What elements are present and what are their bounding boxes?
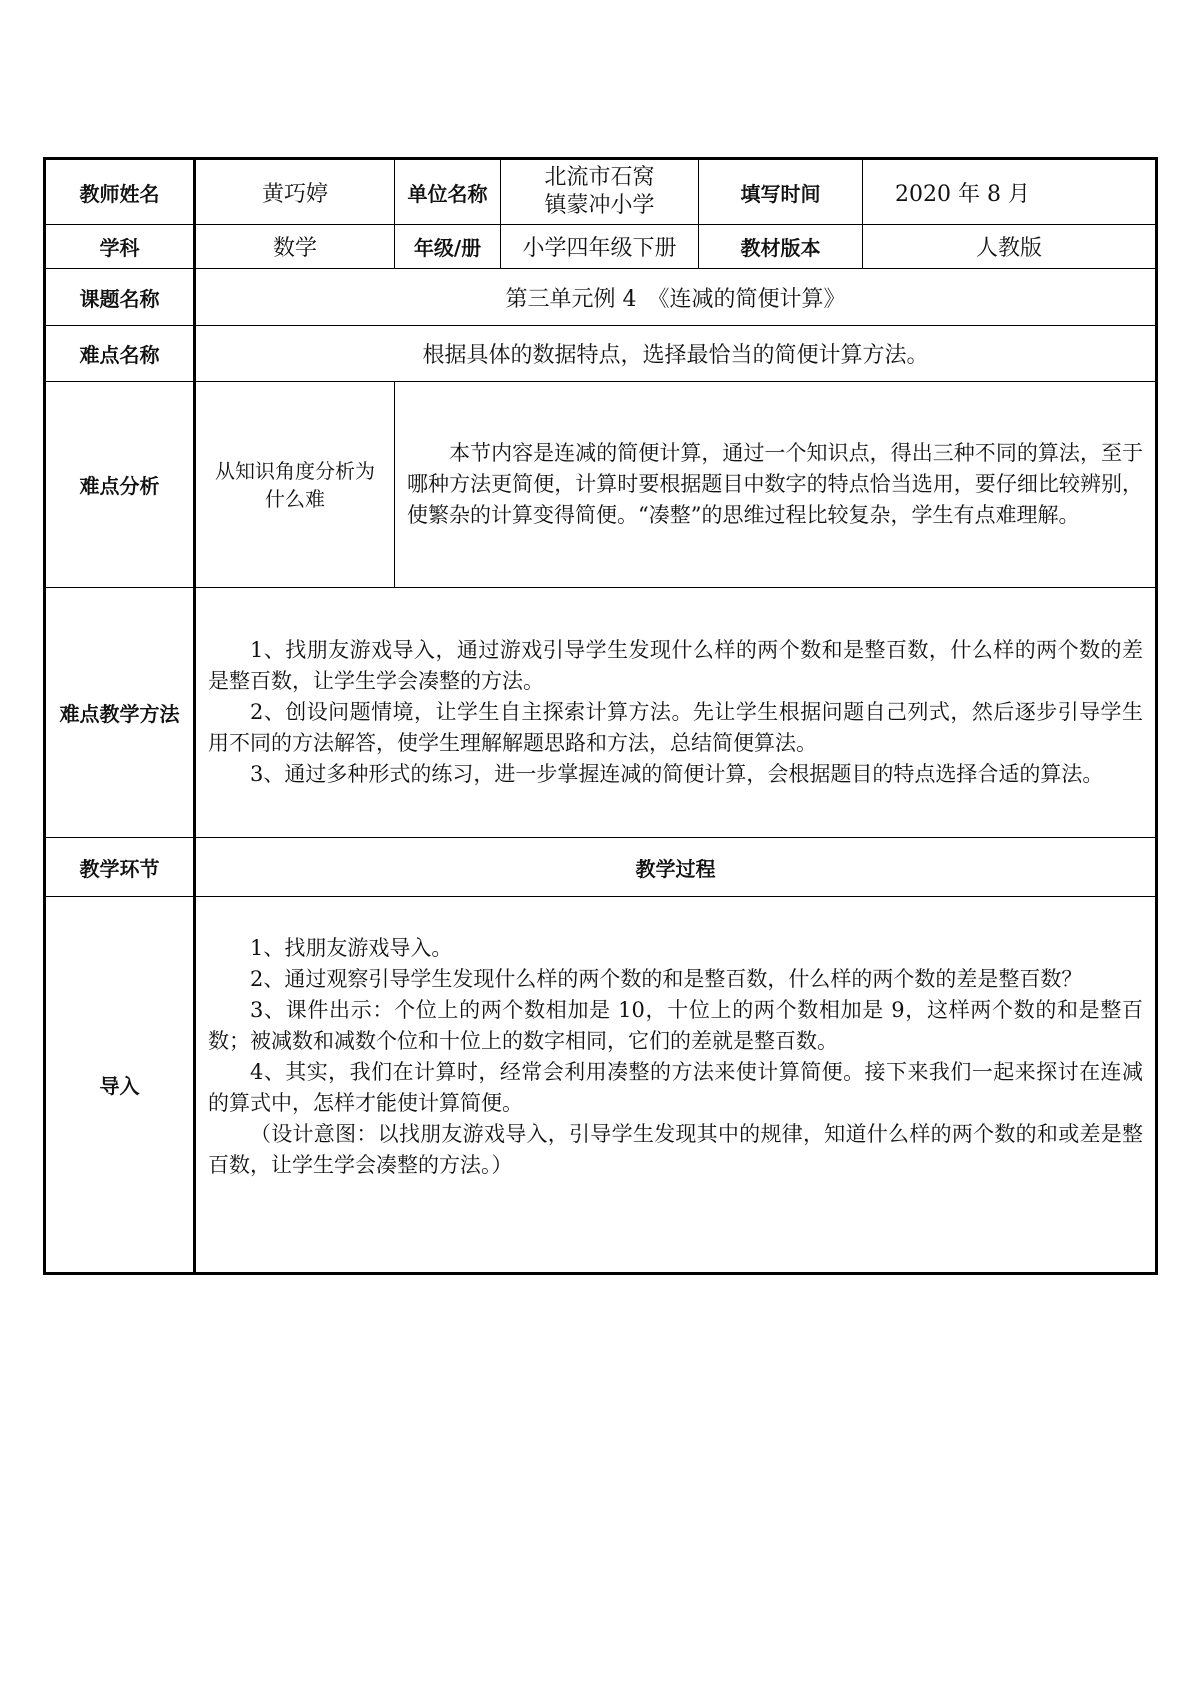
intro-item: 4、其实，我们在计算时，经常会利用凑整的方法来使计算简便。接下来我们一起来探讨在连减的算式中，怎样才能使计算简便。	[208, 1060, 1144, 1115]
subject-value: 数学	[195, 225, 395, 269]
grade-label: 年级/册	[395, 225, 501, 269]
process-header-row	[45, 838, 1157, 897]
topic-label: 课题名称	[45, 269, 195, 326]
method-item: 1、找朋友游戏导入，通过游戏引导学生发现什么样的两个数和是整百数，什么样的两个数的差是整百数，让学生学会凑整的方法。	[208, 638, 1144, 693]
analysis-row	[45, 382, 1157, 588]
subject-row	[45, 225, 1157, 269]
edition-value: 人教版	[863, 225, 1157, 269]
process-label: 教学过程	[195, 838, 1157, 897]
methods-label: 难点教学方法	[45, 588, 195, 838]
intro-item: 2、通过观察引导学生发现什么样的两个数的和是整百数，什么样的两个数的差是整百数？	[250, 967, 1083, 991]
topic-row	[45, 269, 1157, 326]
analysis-text-cell	[395, 382, 1157, 588]
method-item: 2、创设问题情境，让学生自主探索计算方法。先让学生根据问题自己列式，然后逐步引导学生用不同的方法解答，使学生理解解题思路和方法，总结简便算法。	[208, 700, 1144, 755]
methods-row	[45, 588, 1157, 838]
date-label: 填写时间	[699, 159, 863, 225]
teacher-label: 教师姓名	[45, 159, 195, 225]
difficulty-value: 根据具体的数据特点，选择最恰当的简便计算方法。	[195, 326, 1157, 382]
unit-label: 单位名称	[395, 159, 501, 225]
topic-value: 第三单元例 4 《连减的简便计算》	[195, 269, 1157, 326]
analysis-label: 难点分析	[45, 382, 195, 588]
unit-value-line2: 镇蒙冲小学	[544, 193, 655, 218]
analysis-text: 本节内容是连减的简便计算，通过一个知识点，得出三种不同的算法，至于哪种方法更简便，计算时要根据题目中数字的特点恰当选用，要仔细比较辨别，使繁杂的计算变得简便。“凑整”的思维过程比较复杂，学生有点难理解。	[407, 441, 1144, 527]
intro-item: 3、课件出示：个位上的两个数相加是 10，十位上的两个数相加是 9，这样两个数的和是整百数；被减数和减数个位和十位上的数字相同，它们的差就是整百数。	[208, 998, 1144, 1053]
date-value: 2020 年 8 月	[863, 159, 1157, 225]
edition-label: 教材版本	[699, 225, 863, 269]
stage-label: 教学环节	[45, 838, 195, 897]
analysis-sub-label	[195, 382, 395, 588]
method-item: 3、通过多种形式的练习，进一步掌握连减的简便计算，会根据题目的特点选择合适的算法。	[250, 762, 1104, 786]
difficulty-label: 难点名称	[45, 326, 195, 382]
teacher-value: 黄巧婷	[195, 159, 395, 225]
intro-text-cell	[195, 897, 1157, 1274]
header-row	[45, 159, 1157, 225]
intro-row	[45, 897, 1157, 1274]
difficulty-row	[45, 326, 1157, 382]
unit-value	[501, 159, 699, 225]
grade-value: 小学四年级下册	[501, 225, 699, 269]
intro-item: 1、找朋友游戏导入。	[250, 936, 453, 960]
methods-text-cell	[195, 588, 1157, 838]
analysis-sub-label-line2: 什么难	[265, 486, 325, 511]
analysis-sub-label-line1: 从知识角度分析为	[215, 458, 375, 483]
intro-label: 导入	[45, 897, 195, 1274]
lesson-plan-table	[43, 157, 1158, 1275]
subject-label: 学科	[45, 225, 195, 269]
unit-value-line1: 北流市石窝	[544, 165, 655, 190]
intro-item: （设计意图：以找朋友游戏导入，引导学生发现其中的规律，知道什么样的两个数的和或差是整百数，让学生学会凑整的方法。）	[208, 1122, 1144, 1177]
